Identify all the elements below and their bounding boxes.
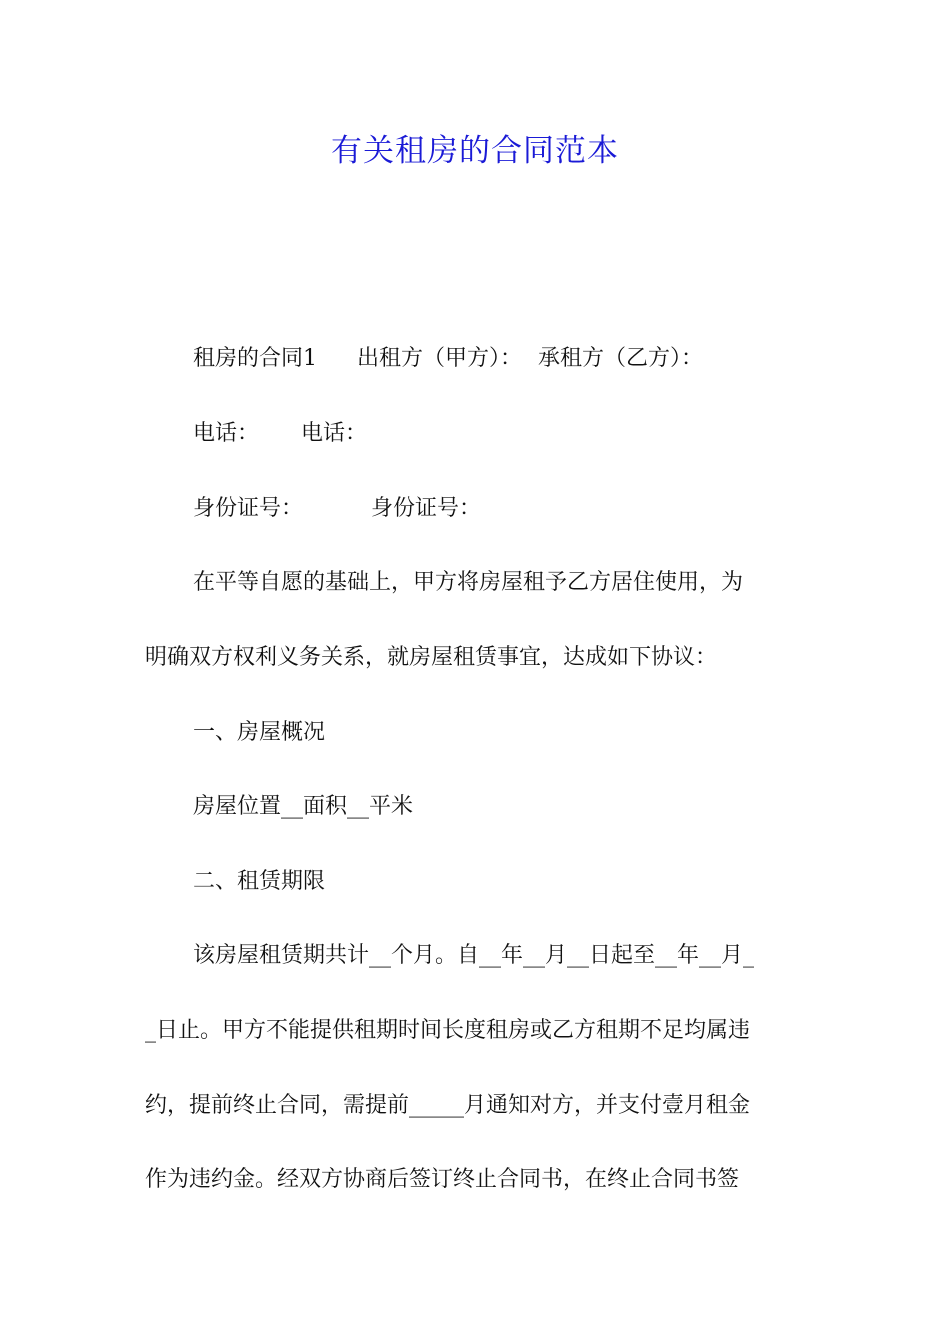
document-title: 有关租房的合同范本 (331, 133, 619, 169)
parties-row (193, 343, 703, 375)
section2-line-4: 作为违约金。经双方协商后签订终止合同书，在终止合同书签 (145, 1167, 740, 1192)
section1-body: 房屋位置__面积__平米 (193, 794, 414, 819)
intro-line-2: 明确双方权利义务关系，就房屋租赁事宜，达成如下协议： (145, 645, 718, 670)
phone-label-b: 电话： (301, 421, 368, 446)
lessee-label: 承租方（乙方）： (538, 346, 704, 371)
contract-label: 租房的合同1 (193, 346, 317, 371)
section2-heading: 二、租赁期限 (193, 869, 326, 894)
phone-label-a: 电话： (193, 421, 260, 446)
section2-line-2: _日止。甲方不能提供租期时间长度租房或乙方租期不足均属违 (145, 1018, 751, 1043)
intro-line-1: 在平等自愿的基础上，甲方将房屋租予乙方居住使用，为 (193, 570, 744, 595)
phone-row (193, 418, 367, 450)
id-label-b: 身份证号： (371, 496, 482, 521)
id-label-a: 身份证号： (193, 496, 304, 521)
section1-heading: 一、房屋概况 (193, 720, 326, 745)
lessor-label: 出租方（甲方）： (357, 346, 523, 371)
id-row (193, 493, 481, 525)
section2-line-3: 约，提前终止合同，需提前_____月通知对方，并支付壹月租金 (145, 1093, 751, 1118)
section2-line-1: 该房屋租赁期共计__个月。自__年__月__日起至__年__月_ (193, 943, 755, 968)
